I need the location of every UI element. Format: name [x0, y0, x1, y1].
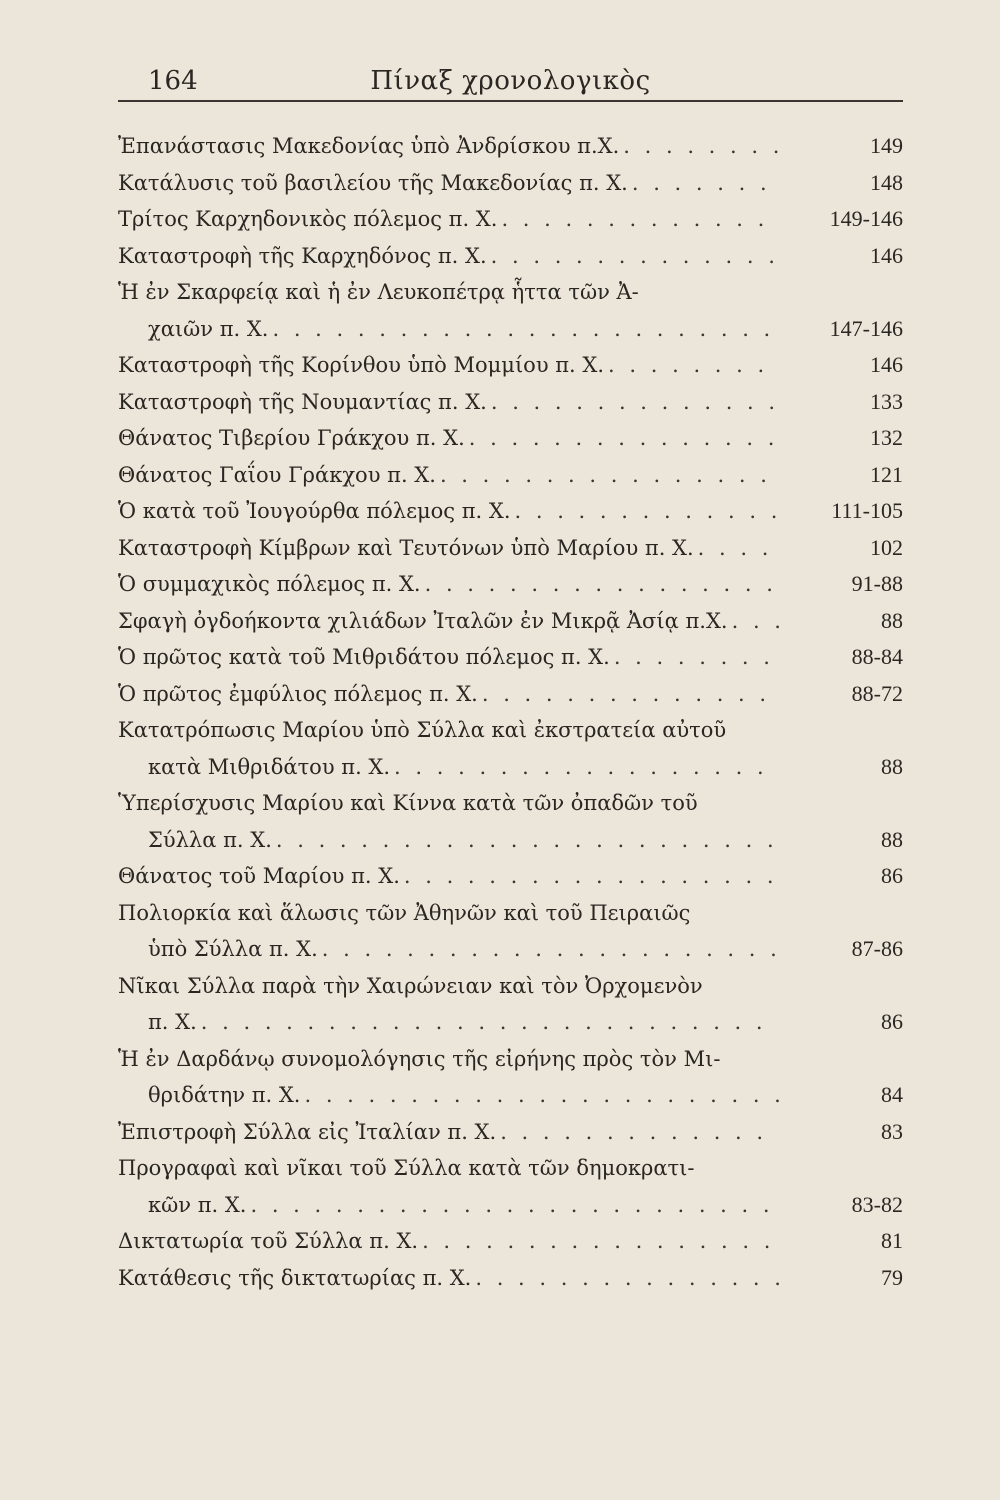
entry-line — [118, 566, 903, 603]
entry-line — [118, 895, 903, 932]
entry-line — [118, 1041, 903, 1078]
event-year: 88-72 — [851, 680, 903, 706]
chronology-entry — [118, 1150, 903, 1223]
entry-continuation-line — [118, 931, 903, 968]
chronology-entry — [118, 712, 903, 785]
event-text: Σφαγὴ ὀγδοήκοντα χιλιάδων Ἰταλῶν ἐν Μικρᾷ Ἀσίᾳ π.Χ. — [118, 608, 728, 633]
event-text: Καταστροφὴ Κίμβρων καὶ Τευτόνων ὑπὸ Μαρίου π. Χ. — [118, 535, 694, 560]
event-text: Θάνατος Γαΐου Γράκχου π. Χ. — [118, 462, 436, 487]
event-year: 88 — [881, 826, 903, 852]
chronology-entry — [118, 384, 903, 421]
entry-line — [118, 274, 903, 311]
chronology-entry — [118, 201, 903, 238]
entry-line — [118, 493, 903, 530]
event-year: 79 — [881, 1264, 903, 1290]
entry-continuation-line — [118, 749, 903, 786]
event-year: 84 — [881, 1082, 903, 1107]
chronological-table — [118, 128, 903, 1296]
chronology-entry — [118, 493, 903, 530]
event-year: 88-84 — [851, 644, 903, 669]
dot-leader — [614, 639, 779, 676]
event-text: Καταστροφὴ τῆς Καρχηδόνος π. Χ. — [118, 243, 487, 268]
dot-leader — [501, 201, 779, 238]
dot-leader — [394, 749, 779, 786]
dot-leader — [623, 128, 779, 165]
dot-leader — [404, 858, 779, 895]
dot-leader — [440, 457, 779, 494]
entry-line — [118, 603, 903, 640]
event-text: Τρίτος Καρχηδονικὸς πόλεμος π. Χ. — [118, 207, 498, 231]
chronology-entry — [118, 858, 903, 895]
event-year: 87-86 — [851, 936, 903, 961]
entry-line — [118, 420, 903, 457]
dot-leader — [515, 493, 780, 530]
event-text: Ἐπανάστασις Μακεδονίας ὑπὸ Ἀνδρίσκου π.Χ. — [118, 134, 620, 158]
chronology-entry — [118, 676, 903, 713]
entry-line — [118, 858, 903, 895]
event-text: Κατάλυσις τοῦ βασιλείου τῆς Μακεδονίας π. Χ. — [118, 170, 628, 195]
chronology-entry — [118, 1223, 903, 1260]
dot-leader — [250, 1187, 779, 1224]
header-rule — [118, 100, 903, 102]
event-text: κατὰ Μιθριδάτου π. Χ. — [148, 754, 391, 779]
event-year: 111-105 — [831, 498, 903, 523]
event-text: χαιῶν π. Χ. — [148, 316, 269, 341]
dot-leader — [322, 931, 779, 968]
event-text: Θάνατος τοῦ Μαρίου π. Χ. — [118, 864, 400, 888]
dot-leader — [425, 566, 779, 603]
event-text: Ἡ ἐν Σκαρφείᾳ καὶ ἡ ἐν Λευκοπέτρᾳ ἧττα τῶν Ἀ- — [118, 280, 639, 304]
event-year: 86 — [881, 863, 903, 888]
dot-leader — [698, 530, 779, 567]
entry-line — [118, 347, 903, 384]
dot-leader — [422, 1223, 779, 1260]
event-year: 132 — [870, 425, 903, 450]
event-year: 146 — [870, 352, 903, 377]
dot-leader — [500, 1114, 779, 1151]
event-year: 148 — [870, 169, 903, 195]
event-text: θριδάτην π. Χ. — [148, 1083, 301, 1107]
entry-line — [118, 1260, 903, 1297]
event-text: Σύλλα π. Χ. — [148, 827, 272, 852]
event-year: 121 — [870, 461, 903, 487]
page-header — [118, 62, 903, 102]
event-text: Πολιορκία καὶ ἅλωσις τῶν Ἀθηνῶν καὶ τοῦ Πειραιῶς — [118, 900, 691, 925]
dot-leader — [732, 603, 779, 640]
event-text: π. Χ. — [148, 1010, 197, 1034]
event-text: Ἡ ἐν Δαρδάνῳ συνομολόγησις τῆς εἰρήνης πρὸς τὸν Μι- — [118, 1046, 721, 1071]
chronology-entry — [118, 1260, 903, 1297]
event-year: 88 — [881, 753, 903, 779]
entry-continuation-line — [118, 1187, 903, 1224]
chronology-entry — [118, 165, 903, 202]
event-text: Ὁ πρῶτος ἐμφύλιος πόλεμος π. Χ. — [118, 681, 478, 706]
event-text: Κατατρόπωσις Μαρίου ὑπὸ Σύλλα καὶ ἐκστρατεία αὐτοῦ — [118, 718, 727, 742]
dot-leader — [608, 347, 779, 384]
entry-continuation-line — [118, 311, 903, 348]
event-text: Νῖκαι Σύλλα παρὰ τὴν Χαιρώνειαν καὶ τὸν Ὀρχομενὸν — [118, 973, 703, 998]
page-number: 164 — [148, 66, 198, 96]
entry-line — [118, 128, 903, 165]
event-year: 88 — [881, 607, 903, 633]
chronology-entry — [118, 457, 903, 494]
dot-leader — [632, 165, 779, 202]
dot-leader — [491, 384, 779, 421]
chronology-entry — [118, 895, 903, 968]
event-year: 83-82 — [851, 1191, 903, 1217]
entry-line — [118, 712, 903, 749]
entry-line — [118, 201, 903, 238]
event-text: Ἐπιστροφὴ Σύλλα εἰς Ἰταλίαν π. Χ. — [118, 1119, 497, 1144]
dot-leader — [272, 311, 779, 348]
event-year: 149-146 — [829, 206, 903, 231]
chronology-entry — [118, 238, 903, 275]
chronology-entry — [118, 420, 903, 457]
entry-line — [118, 457, 903, 494]
event-text: Καταστροφὴ τῆς Κορίνθου ὑπὸ Μομμίου π. Χ. — [118, 353, 605, 377]
dot-leader — [469, 420, 779, 457]
chronology-entry — [118, 1041, 903, 1114]
entry-line — [118, 238, 903, 275]
event-year: 149 — [870, 133, 903, 158]
chronology-entry — [118, 128, 903, 165]
entry-line — [118, 165, 903, 202]
chronology-entry — [118, 785, 903, 858]
chronology-entry — [118, 347, 903, 384]
chronology-entry — [118, 1114, 903, 1151]
chronology-entry — [118, 566, 903, 603]
event-year: 133 — [870, 388, 903, 414]
event-text: Ὁ συμμαχικὸς πόλεμος π. Χ. — [118, 572, 421, 596]
event-year: 146 — [870, 242, 903, 268]
event-year: 91-88 — [851, 571, 903, 596]
entry-line — [118, 530, 903, 567]
event-year: 86 — [881, 1009, 903, 1034]
entry-line — [118, 676, 903, 713]
event-year: 147-146 — [829, 315, 903, 341]
dot-leader — [276, 822, 779, 859]
dot-leader — [304, 1077, 779, 1114]
chronology-entry — [118, 530, 903, 567]
chronology-entry — [118, 968, 903, 1041]
entry-line — [118, 968, 903, 1005]
event-text: Θάνατος Τιβερίου Γράκχου π. Χ. — [118, 426, 465, 450]
event-text: Κατάθεσις τῆς δικτατωρίας π. Χ. — [118, 1265, 472, 1290]
event-text: Καταστροφὴ τῆς Νουμαντίας π. Χ. — [118, 389, 487, 414]
event-text: Ὁ κατὰ τοῦ Ἰουγούρθα πόλεμος π. Χ. — [118, 499, 511, 523]
event-text: Δικτατωρία τοῦ Σύλλα π. Χ. — [118, 1229, 419, 1253]
event-text: Προγραφαὶ καὶ νῖκαι τοῦ Σύλλα κατὰ τῶν δημοκρατι- — [118, 1156, 695, 1180]
entry-line — [118, 1223, 903, 1260]
entry-continuation-line — [118, 1004, 903, 1041]
chronology-entry — [118, 639, 903, 676]
entry-line — [118, 384, 903, 421]
entry-line — [118, 639, 903, 676]
event-year: 81 — [881, 1228, 903, 1253]
event-text: κῶν π. Χ. — [148, 1192, 247, 1217]
chronology-entry — [118, 603, 903, 640]
running-title: Πίναξ χρονολογικὸς — [370, 66, 651, 96]
entry-line — [118, 1114, 903, 1151]
event-text: ὑπὸ Σύλλα π. Χ. — [148, 937, 318, 961]
entry-continuation-line — [118, 1077, 903, 1114]
event-year: 83 — [881, 1118, 903, 1144]
dot-leader — [482, 676, 779, 713]
dot-leader — [491, 238, 779, 275]
event-year: 102 — [870, 534, 903, 560]
chronology-entry — [118, 274, 903, 347]
entry-line — [118, 785, 903, 822]
event-text: Ὑπερίσχυσις Μαρίου καὶ Κίννα κατὰ τῶν ὀπαδῶν τοῦ — [118, 791, 698, 815]
entry-continuation-line — [118, 822, 903, 859]
entry-line — [118, 1150, 903, 1187]
dot-leader — [475, 1260, 779, 1297]
event-text: Ὁ πρῶτος κατὰ τοῦ Μιθριδάτου πόλεμος π. Χ. — [118, 645, 610, 669]
dot-leader — [201, 1004, 779, 1041]
